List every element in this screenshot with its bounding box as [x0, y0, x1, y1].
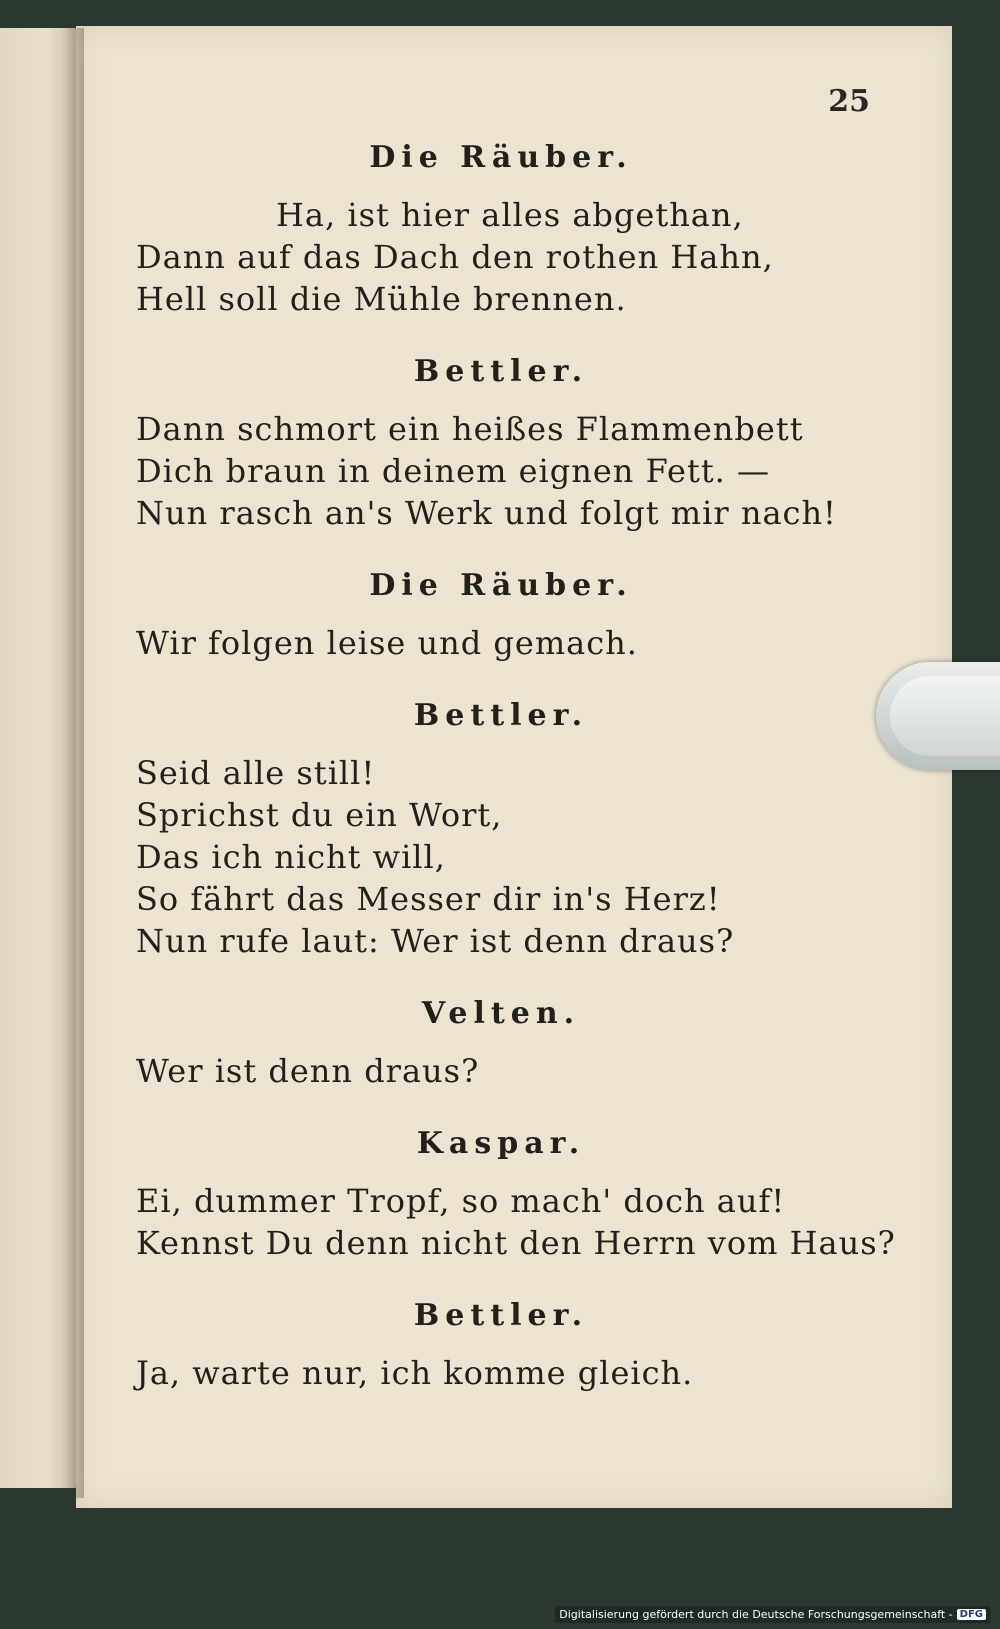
dialogue-block	[136, 992, 866, 1092]
verse-line: Nun rufe laut: Wer ist denn draus?	[136, 922, 735, 960]
dialogue-block	[136, 694, 866, 962]
verse-line: Kennst Du denn nicht den Herrn vom Haus?	[136, 1224, 896, 1262]
verse-line: Wer ist denn draus?	[136, 1052, 480, 1090]
footer-text: Digitalisierung gefördert durch die Deutsche Forschungsgemeinschaft -	[559, 1608, 953, 1621]
verse-line: Wir folgen leise und gemach.	[136, 624, 638, 662]
verse-line: Hell soll die Mühle brennen.	[136, 280, 627, 318]
speaker-heading: Kaspar.	[416, 1126, 586, 1161]
verse-line: Dich braun in deinem eignen Fett. —	[136, 452, 771, 490]
verse-line: Ei, dummer Tropf, so mach' doch auf!	[136, 1182, 786, 1220]
verse-line: Sprichst du ein Wort,	[136, 796, 503, 834]
dialogue-block	[136, 350, 866, 534]
verse-line: Nun rasch an's Werk und folgt mir nach!	[136, 494, 837, 532]
play-text	[136, 136, 896, 1424]
verse-line: Dann schmort ein heißes Flammenbett	[136, 410, 804, 448]
verse-line: Dann auf das Dach den rothen Hahn,	[136, 238, 774, 276]
dfg-logo: DFG	[957, 1609, 986, 1620]
speaker-heading: Bettler.	[413, 1298, 589, 1333]
gutter-shadow	[62, 28, 84, 1498]
speaker-heading: Die Räuber.	[369, 140, 633, 175]
verse-line: So fährt das Messer dir in's Herz!	[136, 880, 721, 918]
speaker-heading: Die Räuber.	[369, 568, 633, 603]
page-number: 25	[828, 84, 870, 119]
verse-line: Seid alle still!	[136, 754, 376, 792]
page-clip-highlight	[890, 676, 1000, 756]
dialogue-block	[136, 136, 866, 320]
digitization-footer	[555, 1606, 990, 1623]
dialogue-block	[136, 1294, 866, 1394]
dialogue-block	[136, 1122, 896, 1264]
speaker-heading: Velten.	[421, 996, 581, 1031]
verse-line: Das ich nicht will,	[136, 838, 446, 876]
verse-line: Ha, ist hier alles abgethan,	[276, 196, 744, 234]
speaker-heading: Bettler.	[413, 698, 589, 733]
speaker-heading: Bettler.	[413, 354, 589, 389]
book-page	[76, 26, 952, 1508]
page-clip-tab	[876, 662, 1000, 770]
verse-line: Ja, warte nur, ich komme gleich.	[136, 1354, 694, 1392]
dialogue-block	[136, 564, 866, 664]
